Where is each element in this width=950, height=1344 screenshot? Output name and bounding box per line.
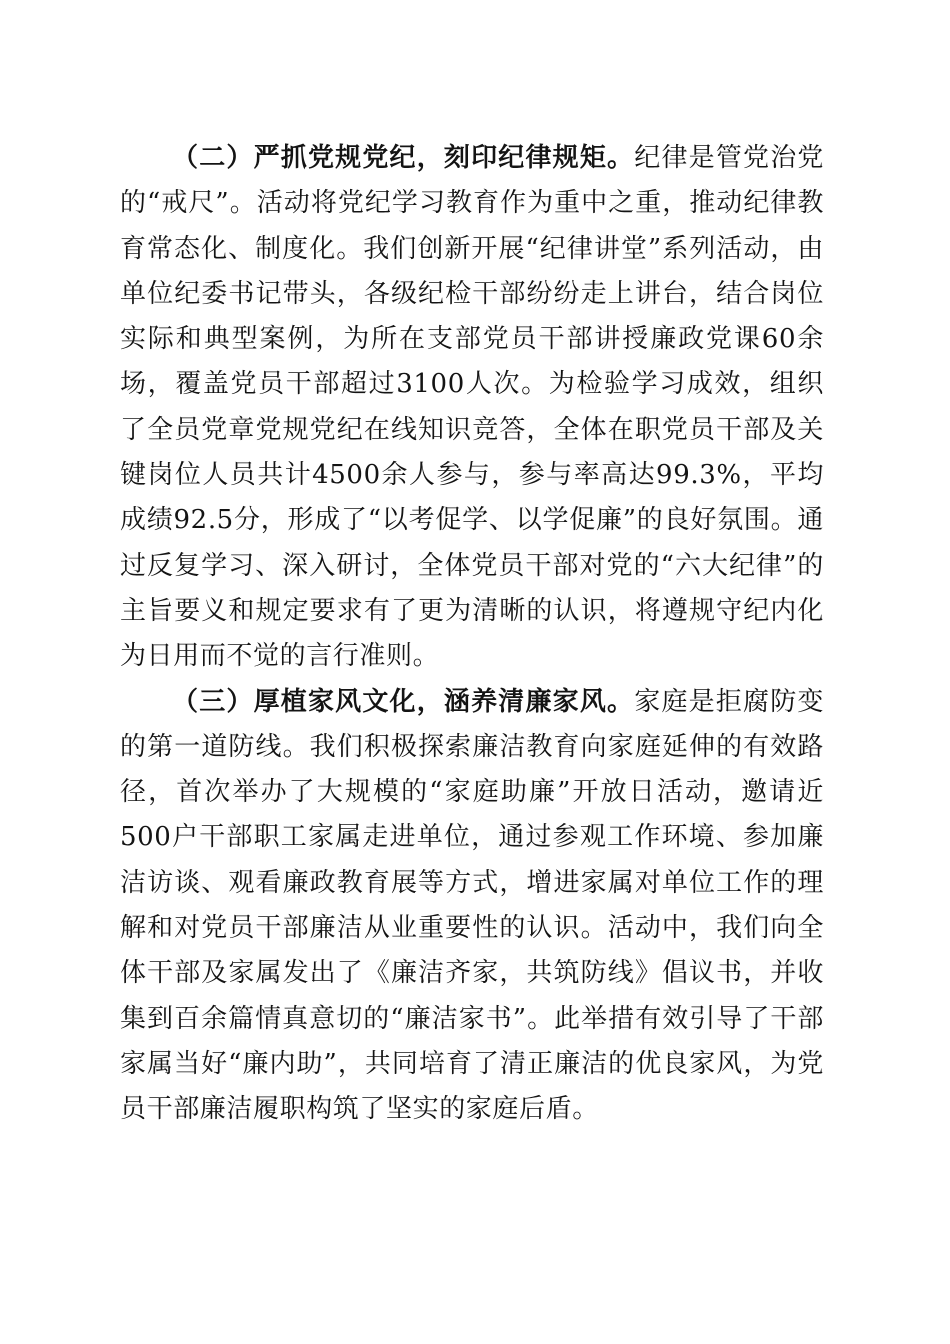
paragraph-heading: （二）严抓党规党纪，刻印纪律规矩。 — [172, 143, 635, 173]
paragraph-body: 纪律是管党治党的“戒尺”。活动将党纪学习教育作为重中之重，推动纪律教育常态化、制度化。我们创新开展“纪律讲堂”系列活动，由单位纪委书记带头，各级纪检干部纷纷走上讲台，结合岗位实际和典型案例，为所在支部党员干部讲授廉政党课60余场，覆盖党员干部超过3100人次。为检验学习成效，组织了全员党章党规党纪在线知识竞答，全体在职党员干部及关键岗位人员共计4500余人参与，参与率高达99.3%，平均成绩92.5分，形成了“以考促学、以学促廉”的良好氛围。通过反复学习、深入研讨，全体党员干部对党的“六大纪律”的主旨要义和规定要求有了更为清晰的认识，将遵规守纪内化为日用而不觉的言行准则。 — [120, 143, 825, 672]
paragraph-heading: （三）厚植家风文化，涵养清廉家风。 — [172, 686, 635, 717]
paragraph-discipline — [120, 136, 824, 680]
paragraph-body: 家庭是拒腐防变的第一道防线。我们积极探索廉洁教育向家庭延伸的有效路径，首次举办了大规模的“家庭助廉”开放日活动，邀请近500户干部职工家属走进单位，通过参观工作环境、参加廉洁访谈、观看廉政教育展等方式，增进家属对单位工作的理解和对党员干部廉洁从业重要性的认识。活动中，我们向全体干部及家属发出了《廉洁齐家，共筑防线》倡议书，并收集到百余篇情真意切的“廉洁家书”。此举措有效引导了干部家属当好“廉内助”，共同培育了清正廉洁的优良家风，为党员干部廉洁履职构筑了坚实的家庭后盾。 — [120, 686, 824, 1125]
document-page — [120, 136, 824, 1133]
paragraph-family-culture — [120, 680, 824, 1133]
